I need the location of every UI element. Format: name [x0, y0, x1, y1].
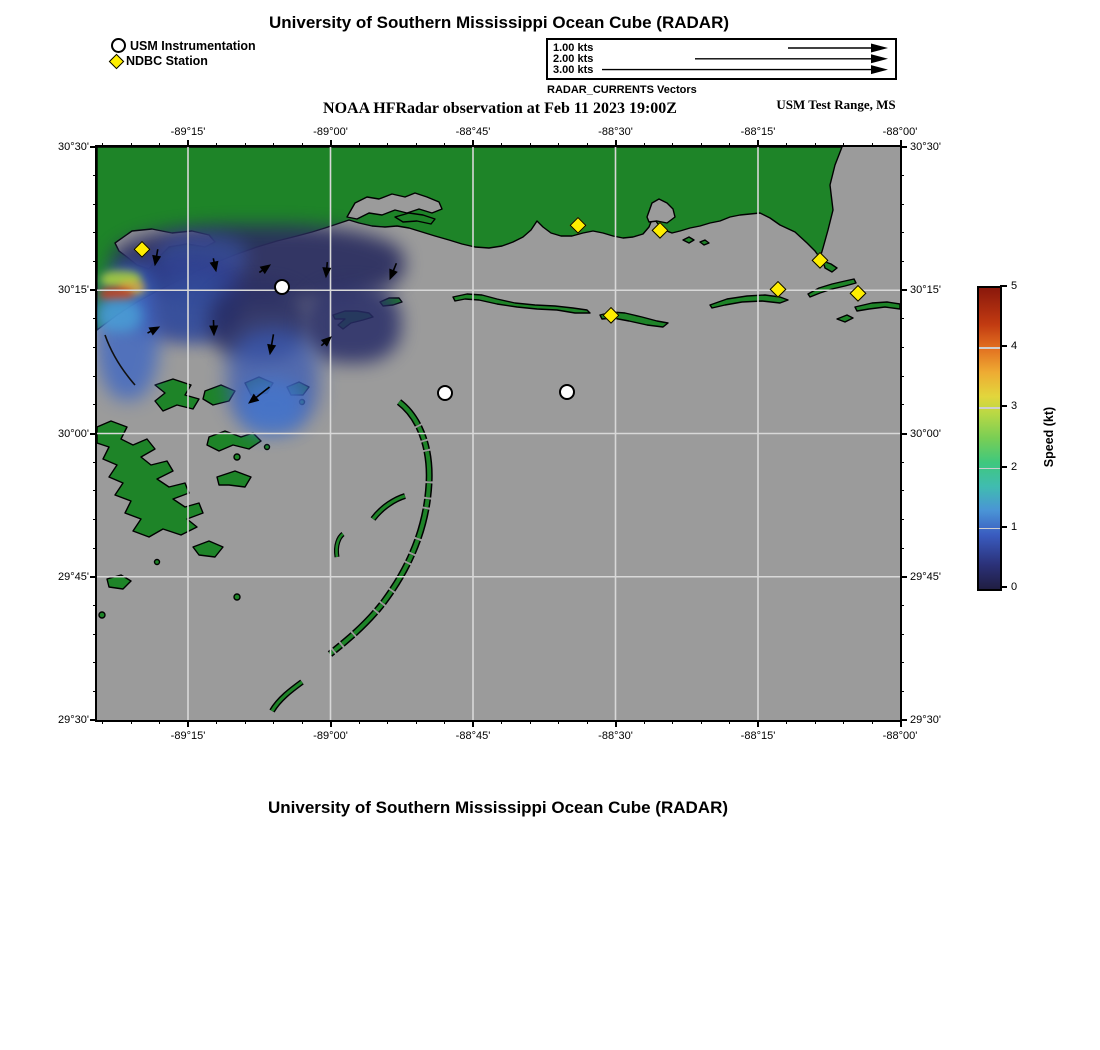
axis-tick — [900, 662, 904, 663]
axis-tick — [900, 548, 904, 549]
axis-tick — [900, 376, 904, 377]
axis-tick — [416, 720, 417, 724]
axis-tick — [900, 490, 904, 491]
lon-tick-label: -89°15' — [170, 126, 206, 138]
axis-tick — [587, 143, 588, 147]
colorbar — [977, 286, 1002, 591]
axis-tick — [387, 143, 388, 147]
axis-tick — [93, 318, 97, 319]
axis-tick — [245, 143, 246, 147]
axis-tick — [93, 605, 97, 606]
lon-tick-label: -88°00' — [882, 126, 918, 138]
top-title: University of Southern Mississippi Ocean Cube (RADAR) — [268, 13, 730, 32]
colorbar-gridline — [979, 528, 1000, 530]
axis-tick — [93, 662, 97, 663]
axis-tick — [672, 720, 673, 724]
axis-tick — [900, 347, 904, 348]
axis-tick — [757, 720, 759, 727]
axis-tick — [387, 720, 388, 724]
axis-tick — [187, 720, 189, 727]
scale-arrows — [548, 40, 895, 78]
axis-tick — [900, 433, 907, 435]
lon-tick-label: -88°00' — [882, 730, 918, 742]
colorbar-tick — [1000, 466, 1007, 468]
usm-circle-icon — [111, 38, 126, 53]
axis-tick — [530, 143, 531, 147]
axis-tick — [90, 719, 97, 721]
axis-tick — [729, 143, 730, 147]
scale-label-2kt: 2.00 kts — [553, 53, 594, 65]
axis-tick — [786, 143, 787, 147]
lon-tick-label: -88°30' — [598, 730, 633, 742]
axis-tick — [93, 634, 97, 635]
legend-ndbc-label: NDBC Station — [126, 54, 208, 68]
axis-tick — [900, 719, 907, 721]
axis-tick — [900, 204, 904, 205]
usm-instrumentation-marker — [559, 384, 575, 400]
axis-tick — [587, 720, 588, 724]
lon-tick-label: -89°00' — [313, 126, 348, 138]
colorbar-tick-label: 5 — [1011, 280, 1018, 292]
colorbar-gridline — [979, 468, 1000, 470]
axis-tick — [302, 720, 303, 724]
axis-tick — [359, 143, 360, 147]
lat-tick-label: 29°45' — [910, 570, 941, 583]
axis-tick — [416, 143, 417, 147]
axis-tick — [472, 720, 474, 727]
ndbc-diamond-icon — [109, 53, 125, 69]
lat-tick-label: 30°15' — [910, 284, 941, 297]
axis-tick — [472, 140, 474, 147]
lat-tick-label: 30°30' — [58, 141, 89, 153]
grid-and-vectors — [97, 147, 900, 720]
scale-label-1kt: 1.00 kts — [553, 42, 594, 54]
colorbar-title: Speed (kt) — [1042, 406, 1056, 468]
axis-tick — [330, 140, 332, 147]
axis-tick — [786, 720, 787, 724]
vector-scale-box — [546, 38, 897, 80]
axis-tick — [872, 720, 873, 724]
axis-tick — [93, 519, 97, 520]
colorbar-tick — [1000, 526, 1007, 528]
axis-tick — [815, 143, 816, 147]
lat-tick-label: 29°45' — [58, 570, 89, 583]
axis-tick — [672, 143, 673, 147]
axis-tick — [93, 490, 97, 491]
colorbar-tick — [1000, 285, 1007, 287]
colorbar-tick — [1000, 405, 1007, 407]
lat-tick-label: 29°30' — [58, 714, 89, 726]
axis-tick — [757, 140, 759, 147]
axis-tick — [558, 143, 559, 147]
axis-tick — [900, 720, 902, 727]
axis-tick — [558, 720, 559, 724]
axis-tick — [102, 143, 103, 147]
axis-tick — [131, 720, 132, 724]
axis-tick — [444, 143, 445, 147]
axis-tick — [900, 605, 904, 606]
axis-tick — [131, 143, 132, 147]
bottom-title: University of Southern Mississippi Ocean Cube (RADAR) — [267, 798, 729, 817]
axis-tick — [900, 289, 907, 291]
colorbar-tick-label: 4 — [1011, 340, 1018, 353]
axis-tick — [273, 720, 274, 724]
axis-tick — [216, 143, 217, 147]
colorbar-tick — [1000, 586, 1007, 588]
lat-tick-label: 29°30' — [910, 714, 941, 726]
scale-label-3kt: 3.00 kts — [553, 64, 594, 76]
axis-tick — [93, 347, 97, 348]
axis-tick — [900, 462, 904, 463]
lat-tick-label: 30°00' — [910, 427, 941, 440]
colorbar-gridline — [979, 347, 1000, 349]
range-label: USM Test Range, MS — [776, 97, 896, 112]
map-area — [95, 145, 902, 722]
lat-tick-label: 30°15' — [58, 284, 89, 297]
axis-tick — [843, 720, 844, 724]
axis-tick — [93, 204, 97, 205]
lon-tick-label: -88°15' — [740, 730, 776, 742]
legend-item-ndbc — [111, 54, 208, 68]
axis-tick — [530, 720, 531, 724]
axis-tick — [245, 720, 246, 724]
colorbar-tick-label: 3 — [1011, 400, 1018, 413]
axis-tick — [615, 140, 617, 147]
axis-tick — [359, 720, 360, 724]
axis-tick — [900, 634, 904, 635]
axis-tick — [900, 146, 907, 148]
marsh-shore-through-field — [105, 335, 135, 385]
axis-tick — [843, 143, 844, 147]
subtitle: NOAA HFRadar observation at Feb 11 2023 19:00Z — [323, 100, 677, 117]
lon-tick-label: -89°00' — [313, 730, 348, 742]
axis-tick — [330, 720, 332, 727]
graticule — [97, 147, 900, 720]
axis-tick — [701, 143, 702, 147]
axis-tick — [701, 720, 702, 724]
colorbar-tick-label: 0 — [1011, 581, 1018, 593]
axis-tick — [644, 720, 645, 724]
axis-tick — [90, 146, 97, 148]
axis-tick — [729, 720, 730, 724]
axis-tick — [90, 576, 97, 578]
axis-tick — [187, 140, 189, 147]
axis-tick — [90, 433, 97, 435]
axis-tick — [900, 261, 904, 262]
colorbar-tick-label: 1 — [1011, 520, 1018, 533]
axis-tick — [444, 720, 445, 724]
axis-tick — [102, 720, 103, 724]
axis-tick — [900, 318, 904, 319]
lat-tick-label: 30°00' — [58, 427, 89, 440]
axis-tick — [900, 404, 904, 405]
axis-tick — [900, 175, 904, 176]
lon-tick-label: -88°45' — [455, 126, 491, 138]
axis-tick — [93, 462, 97, 463]
usm-instrumentation-marker — [274, 279, 290, 295]
usm-instrumentation-marker — [437, 385, 453, 401]
axis-tick — [615, 720, 617, 727]
axis-tick — [273, 143, 274, 147]
colorbar-tick — [1000, 345, 1007, 347]
axis-tick — [302, 143, 303, 147]
axis-tick — [93, 548, 97, 549]
lon-tick-label: -88°30' — [598, 126, 633, 138]
axis-tick — [501, 143, 502, 147]
colorbar-gridline — [979, 407, 1000, 409]
axis-tick — [501, 720, 502, 724]
lat-tick-label: 30°30' — [910, 141, 941, 153]
axis-tick — [815, 720, 816, 724]
axis-tick — [900, 519, 904, 520]
axis-tick — [93, 232, 97, 233]
current-vector-arrows — [147, 249, 396, 403]
axis-tick — [900, 232, 904, 233]
axis-tick — [900, 691, 904, 692]
axis-tick — [159, 143, 160, 147]
axis-tick — [159, 720, 160, 724]
lon-tick-label: -88°45' — [455, 730, 491, 742]
axis-tick — [93, 261, 97, 262]
legend-usm-label: USM Instrumentation — [130, 38, 256, 53]
axis-tick — [900, 576, 907, 578]
colorbar-tick-label: 2 — [1011, 460, 1018, 473]
vectors-caption: RADAR_CURRENTS Vectors — [547, 84, 697, 96]
axis-tick — [93, 404, 97, 405]
lon-tick-label: -88°15' — [740, 126, 776, 138]
axis-tick — [93, 175, 97, 176]
axis-tick — [90, 289, 97, 291]
axis-tick — [93, 376, 97, 377]
axis-tick — [872, 143, 873, 147]
axis-tick — [644, 143, 645, 147]
axis-tick — [216, 720, 217, 724]
legend-item-usm — [111, 38, 256, 53]
axis-tick — [93, 691, 97, 692]
lon-tick-label: -89°15' — [170, 730, 206, 742]
